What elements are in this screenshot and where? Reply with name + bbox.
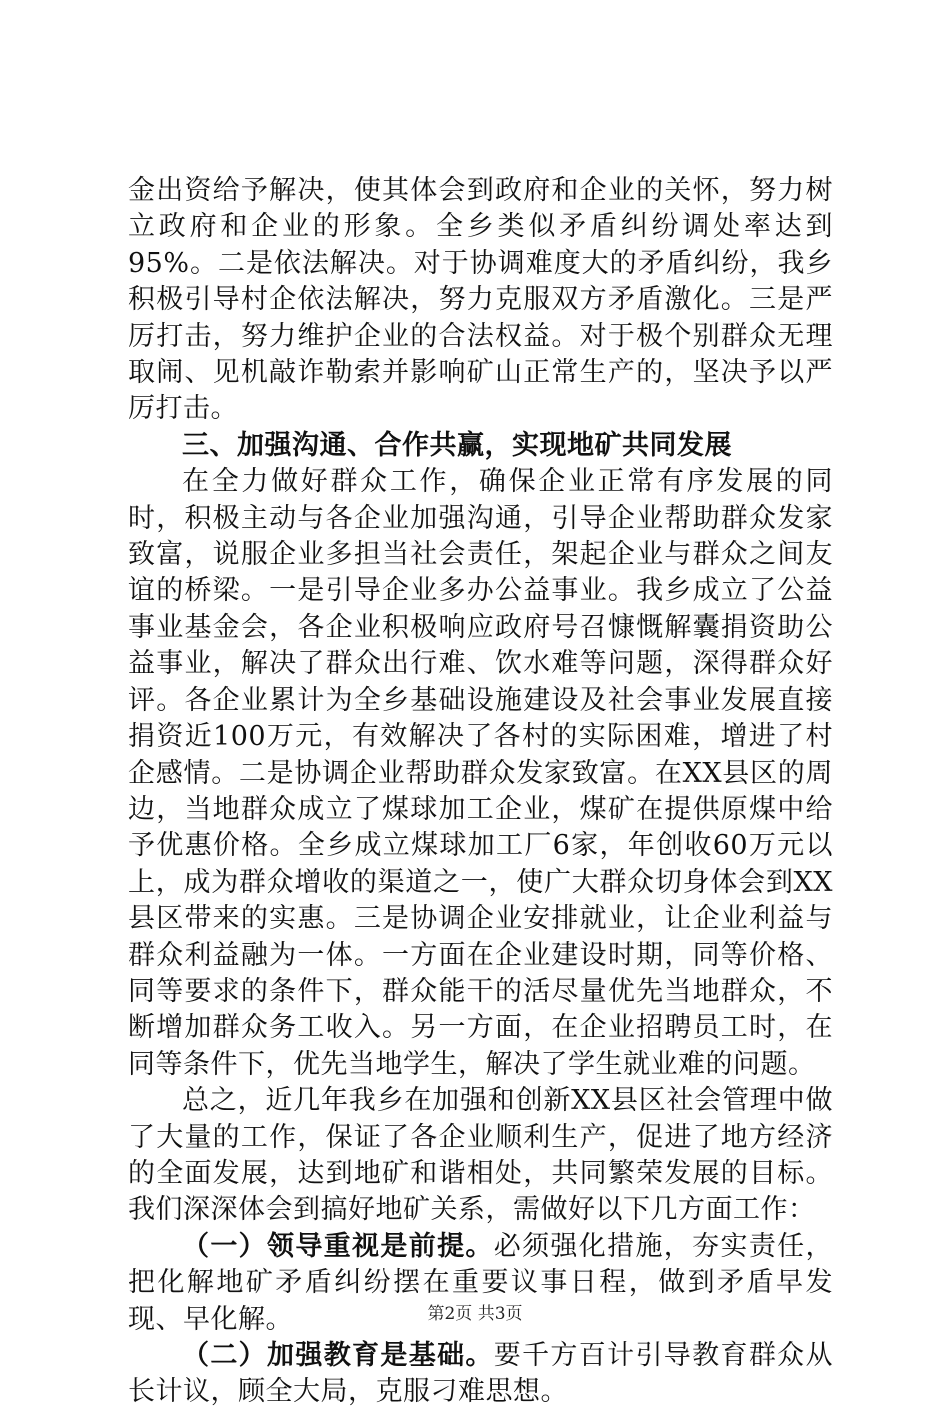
page-footer: 第2页 共3页 xyxy=(427,1304,523,1324)
list-item-2 xyxy=(128,1338,833,1411)
paragraph-communication: 在全力做好群众工作，确保企业正常有序发展的同时，积极主动与各企业加强沟通，引导企业帮助群众发家致富，说服企业多担当社会责任，架起企业与群众之间友谊的桥梁。一是引导企业多办公益事业。我乡成立了公益事业基金会，各企业积极响应政府号召慷慨解囊捐资助公益事业，解决了群众出行难、饮水难等问题，深得群众好评。各企业累计为全乡基础设施建设及社会事业发展直接捐资近100万元，有效解决了各村的实际困难，增进了村企感情。二是协调企业帮助群众发家致富。在XX县区的周边，当地群众成立了煤球加工企业，煤矿在提供原煤中给予优惠价格。全乡成立煤球加工厂6家，年创收60万元以上，成为群众增收的渠道之一，使广大群众切身体会到XX县区带来的实惠。三是协调企业安排就业，让企业利益与群众利益融为一体。一方面在企业建设时期，同等价格、同等要求的条件下，群众能干的活尽量优先当地群众，不断增加群众务工收入。另一方面，在企业招聘员工时，在同等条件下，优先当地学生，解决了学生就业难的问题。 xyxy=(128,466,833,1080)
list-item-1-lead: （一）领导重视是前提。 xyxy=(182,1230,494,1262)
paragraph-summary: 总之，近几年我乡在加强和创新XX县区社会管理中做了大量的工作，保证了各企业顺利生产，促进了地方经济的全面发展，达到地矿和谐相处，共同繁荣发展的目标。我们深深体会到搞好地矿关系，需做好以下几方面工作： xyxy=(128,1085,833,1226)
section-heading-3: 三、加强沟通、合作共赢，实现地矿共同发展 xyxy=(182,429,732,461)
paragraph-continued: 金出资给予解决，使其体会到政府和企业的关怀，努力树立政府和企业的形象。全乡类似矛盾纠纷调处率达到95%。二是依法解决。对于协调难度大的矛盾纠纷，我乡积极引导村企依法解决，努力克服双方矛盾激化。三是严厉打击，努力维护企业的合法权益。对于极个别群众无理取闹、见机敲诈勒索并影响矿山正常生产的，坚决予以严厉打击。 xyxy=(128,175,833,425)
list-item-1-text: 必须强化措施，夯实责任，把化解地矿矛盾纠纷摆在重要议事日程，做到矛盾早发现、早化解。 xyxy=(128,1230,833,1335)
document-body xyxy=(128,173,833,1411)
list-item-2-text: 要千方百计引导教育群众从长计议，顾全大局，克服刁难思想。 xyxy=(128,1340,833,1408)
list-item-2-lead: （二）加强教育是基础。 xyxy=(182,1340,494,1371)
